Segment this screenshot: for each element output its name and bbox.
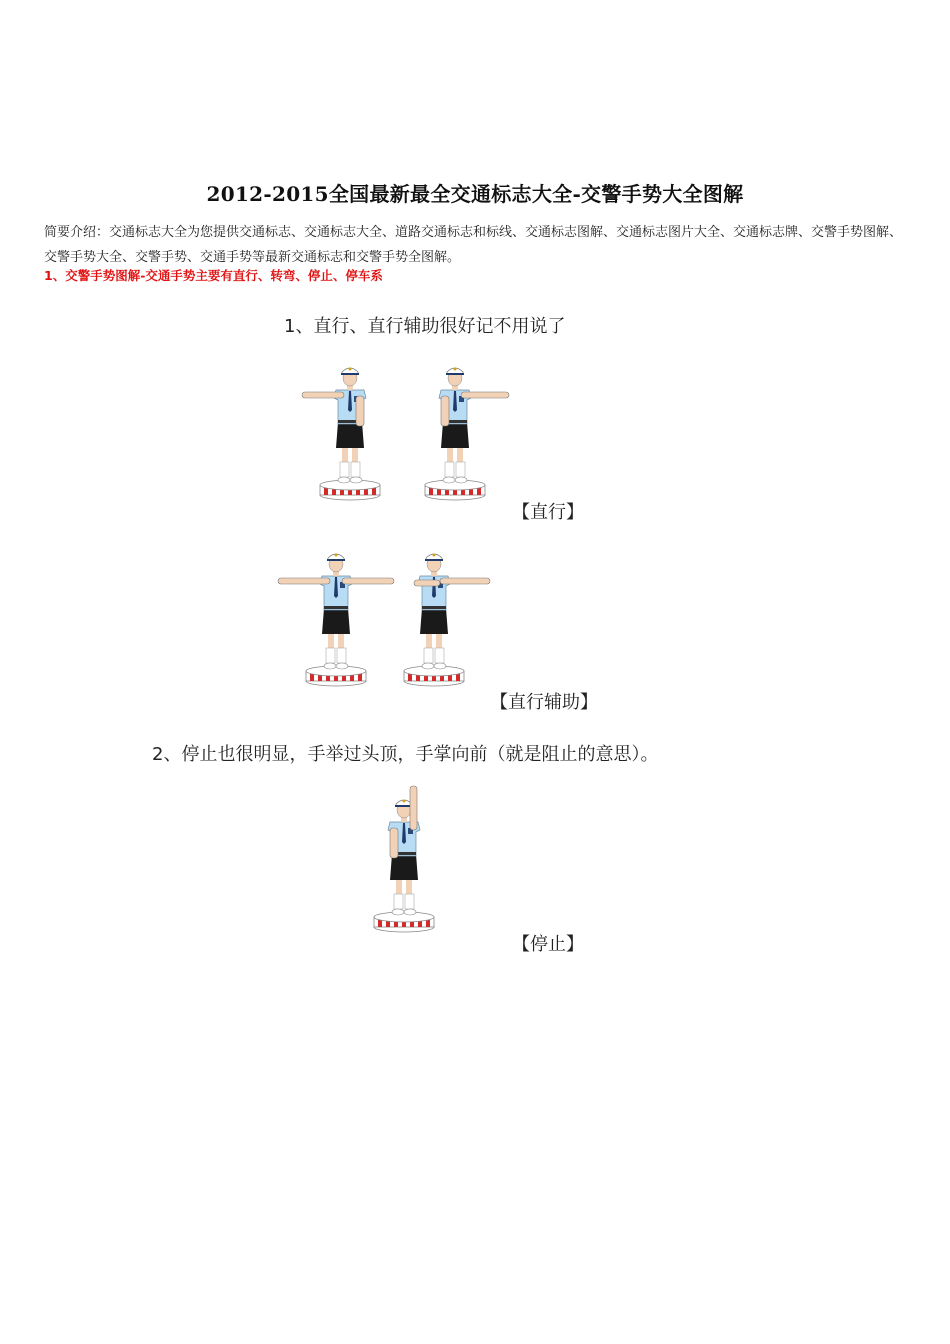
caption-straight: 1、直行、直行辅助很好记不用说了: [284, 316, 566, 337]
section-heading: 1、交警手势图解-交通手势主要有直行、转弯、停止、停车系: [44, 268, 383, 283]
officer-straight-right-figure: [400, 362, 510, 507]
caption-stop: 2、停止也很明显，手举过头顶，手掌向前（就是阻止的意思）。: [152, 744, 659, 765]
officer-assist-right-figure: [384, 548, 494, 708]
document-title: 2012-2015全国最新最全交通标志大全-交警手势大全图解: [206, 182, 744, 206]
label-straight-assist: 【直行辅助】: [490, 692, 598, 713]
intro-paragraph: 简要介绍：交通标志大全为您提供交通标志、交通标志大全、道路交通标志和标线、交通标志图解、交通标志图片大全、交通标志牌、交警手势图解、交警手势大全、交警手势、交通手势等最新交通标志和交警手势全图解。: [44, 225, 903, 265]
officer-assist-left-figure: [276, 548, 396, 708]
officer-stop-figure: [354, 784, 454, 949]
label-straight: 【直行】: [512, 502, 584, 523]
officer-straight-left-figure: [300, 362, 400, 507]
label-stop: 【停止】: [512, 934, 584, 955]
